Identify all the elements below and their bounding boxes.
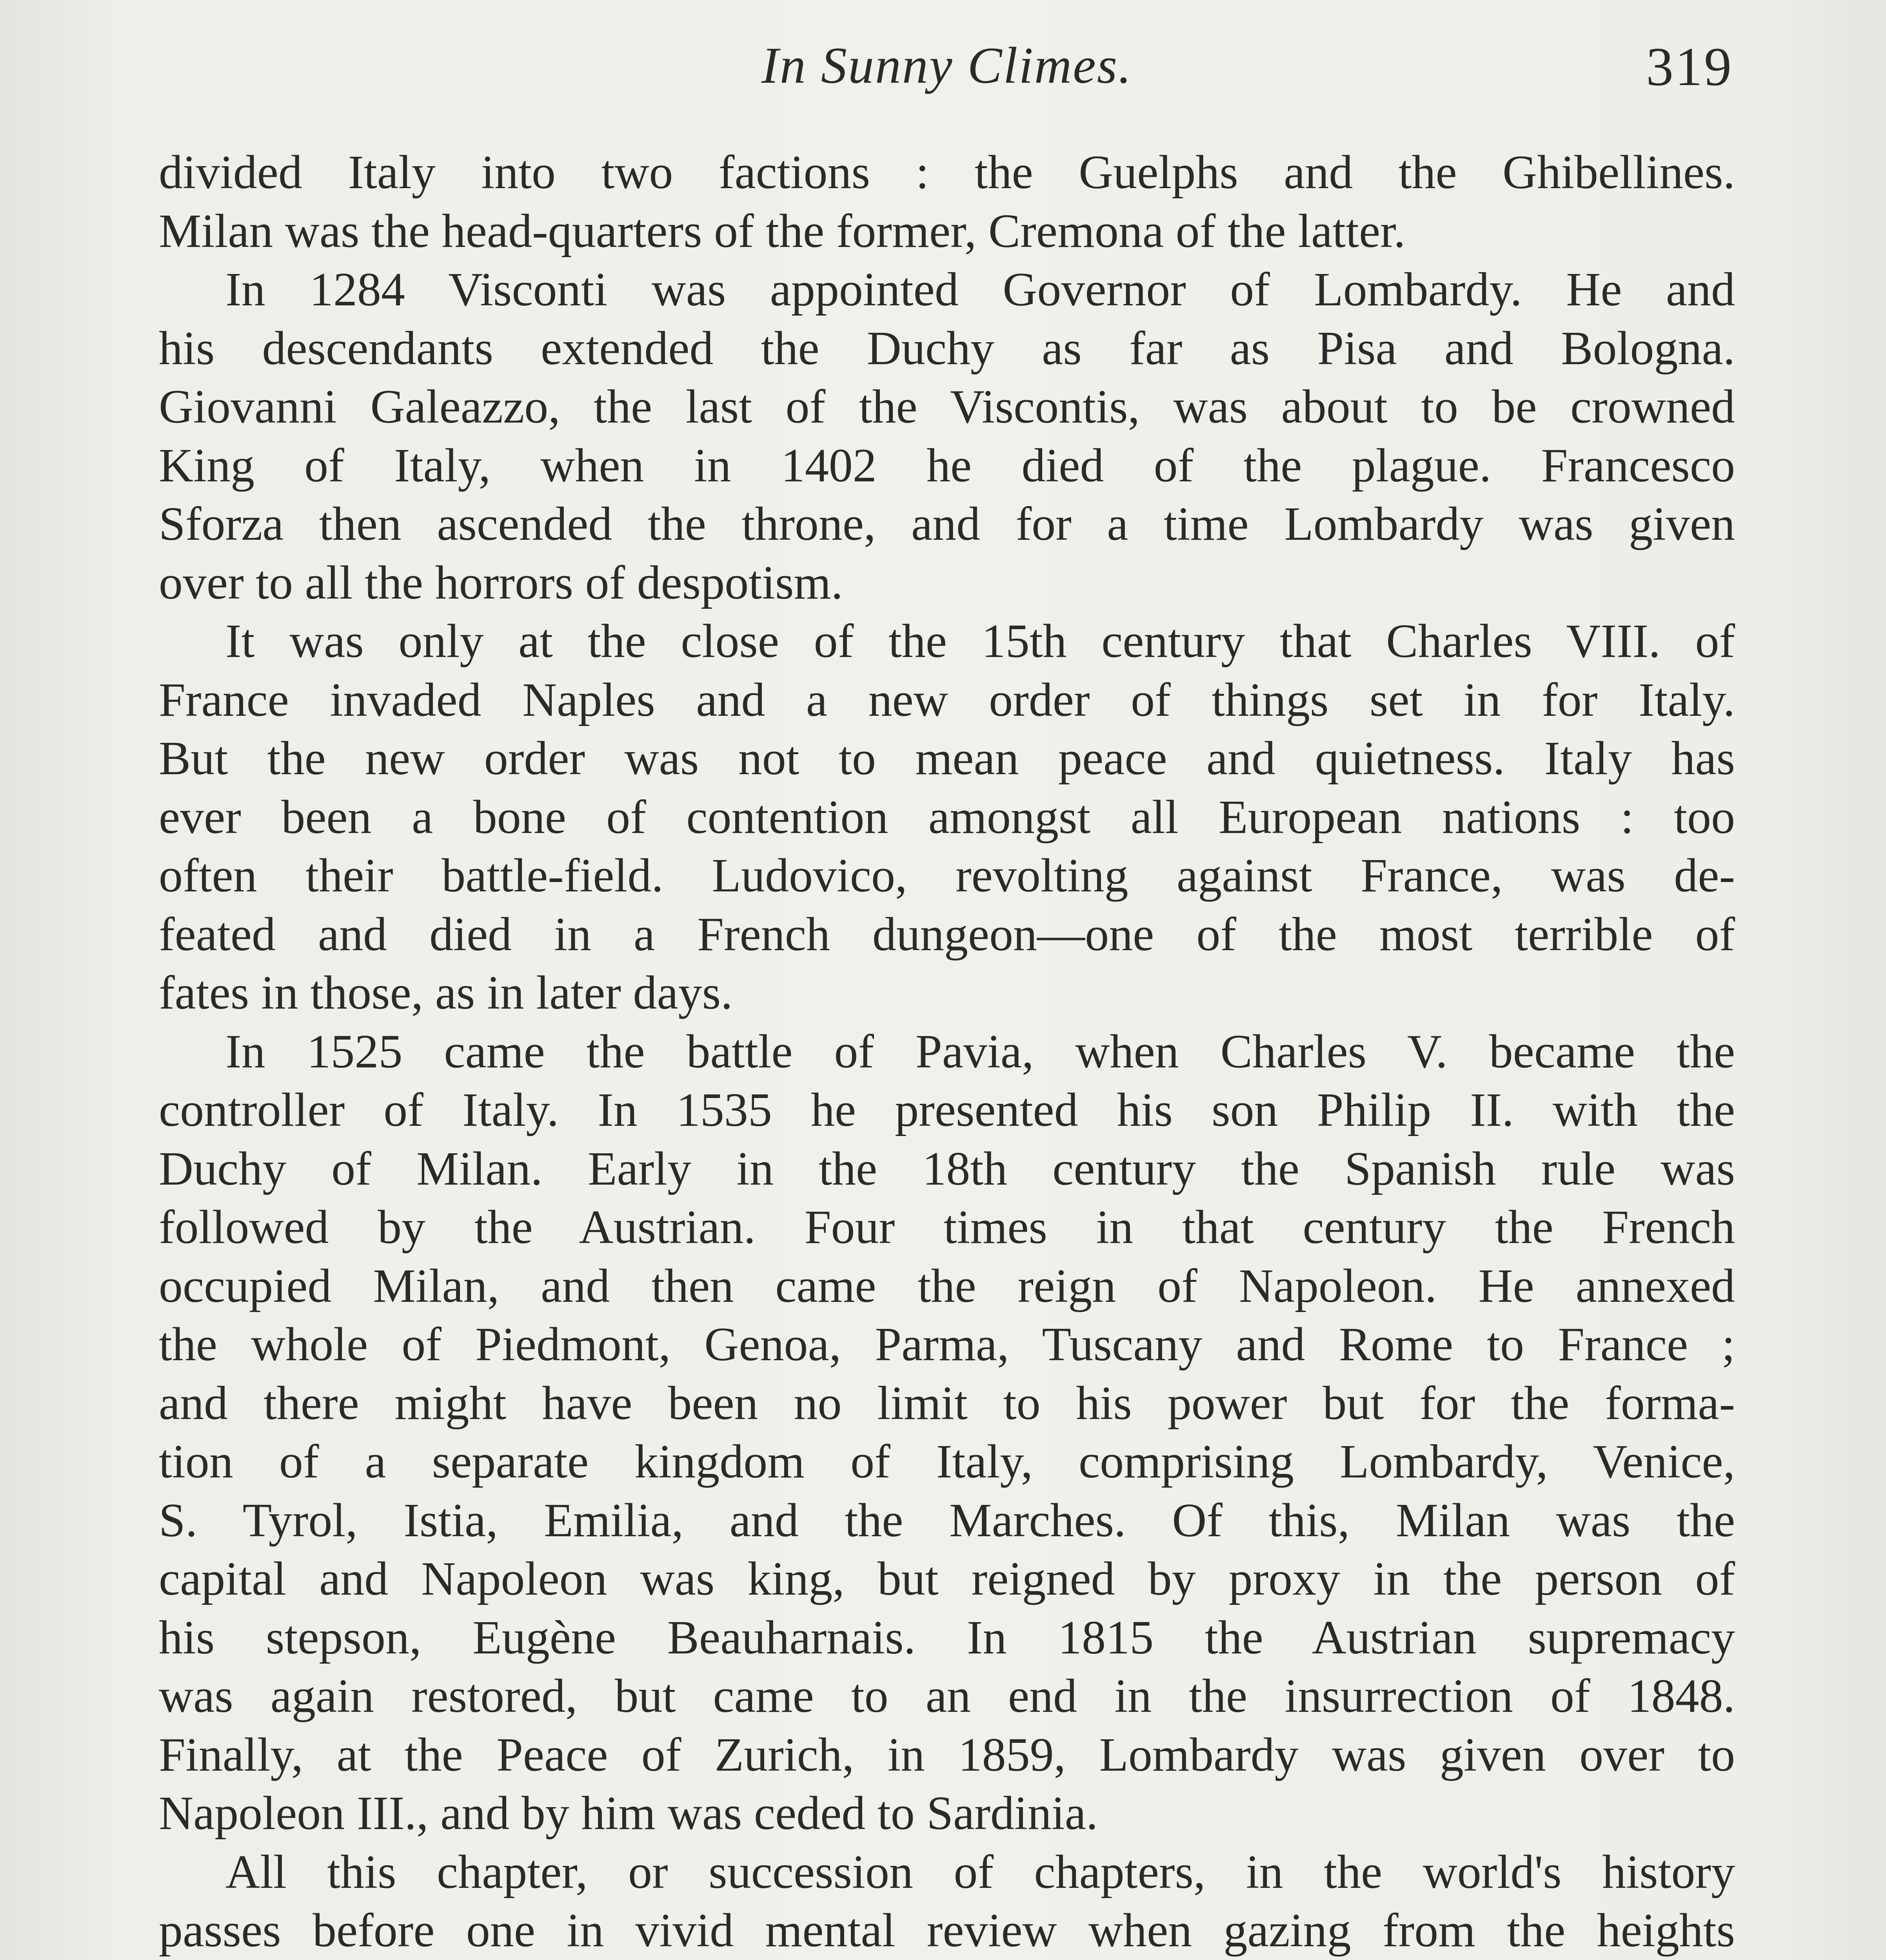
text-line: feated and died in a French dungeon—one of the most terrible of bbox=[159, 907, 1735, 961]
text-line: his stepson, Eugène Beauharnais. In 1815 the Austrian supremacy bbox=[159, 1611, 1735, 1664]
text-line: often their battle-field. Ludovico, revolting against France, was de- bbox=[159, 849, 1735, 902]
text-line: Napoleon III., and by him was ceded to Sardinia. bbox=[159, 1787, 1098, 1840]
text-line: over to all the horrors of despotism. bbox=[159, 556, 843, 609]
text-line: the whole of Piedmont, Genoa, Parma, Tuscany and Rome to France ; bbox=[159, 1318, 1735, 1371]
text-line: Milan was the head-quarters of the former, Cremona of the latter. bbox=[159, 204, 1406, 258]
text-line: Giovanni Galeazzo, the last of the Viscontis, was about to be crowned bbox=[159, 380, 1735, 433]
text-line: ever been a bone of contention amongst all European nations : too bbox=[159, 790, 1735, 844]
text-line: In 1284 Visconti was appointed Governor of Lombardy. He and bbox=[225, 263, 1735, 316]
running-head bbox=[161, 27, 1733, 106]
text-line: In 1525 came the battle of Pavia, when Charles V. became the bbox=[225, 1025, 1735, 1078]
text-line: occupied Milan, and then came the reign of Napoleon. He annexed bbox=[159, 1259, 1735, 1312]
text-line: fates in those, as in later days. bbox=[159, 966, 733, 1019]
text-line: followed by the Austrian. Four times in that century the French bbox=[159, 1201, 1735, 1254]
body-text bbox=[159, 143, 1735, 1960]
text-line: his descendants extended the Duchy as far as Pisa and Bologna. bbox=[159, 321, 1735, 375]
running-title: In Sunny Climes. bbox=[761, 36, 1133, 94]
text-line: All this chapter, or succession of chapters, in the world's history bbox=[225, 1845, 1735, 1898]
page-number: 319 bbox=[1646, 36, 1733, 97]
text-line: Duchy of Milan. Early in the 18th century the Spanish rule was bbox=[159, 1142, 1735, 1195]
text-line: It was only at the close of the 15th century that Charles VIII. of bbox=[225, 615, 1735, 668]
text-line: and there might have been no limit to his power but for the forma- bbox=[159, 1376, 1735, 1430]
text-line: passes before one in vivid mental review when gazing from the heights bbox=[159, 1904, 1735, 1957]
text-line: was again restored, but came to an end in the insurrection of 1848. bbox=[159, 1670, 1735, 1722]
text-line: divided Italy into two factions : the Guelphs and the Ghibellines. bbox=[159, 146, 1735, 199]
text-line: Finally, at the Peace of Zurich, in 1859, Lombardy was given over to bbox=[159, 1728, 1735, 1781]
text-line: King of Italy, when in 1402 he died of the plague. Francesco bbox=[159, 439, 1735, 492]
text-line: tion of a separate kingdom of Italy, comprising Lombardy, Venice, bbox=[159, 1435, 1735, 1488]
text-line: Sforza then ascended the throne, and for a time Lombardy was given bbox=[159, 497, 1735, 550]
text-line: But the new order was not to mean peace and quietness. Italy has bbox=[159, 732, 1735, 785]
text-line: S. Tyrol, Istia, Emilia, and the Marches. Of this, Milan was the bbox=[159, 1494, 1735, 1547]
text-line: France invaded Naples and a new order of things set in for Italy. bbox=[159, 673, 1735, 726]
text-line: controller of Italy. In 1535 he presented his son Philip II. with the bbox=[159, 1083, 1735, 1136]
text-line: capital and Napoleon was king, but reigned by proxy in the person of bbox=[159, 1552, 1735, 1605]
